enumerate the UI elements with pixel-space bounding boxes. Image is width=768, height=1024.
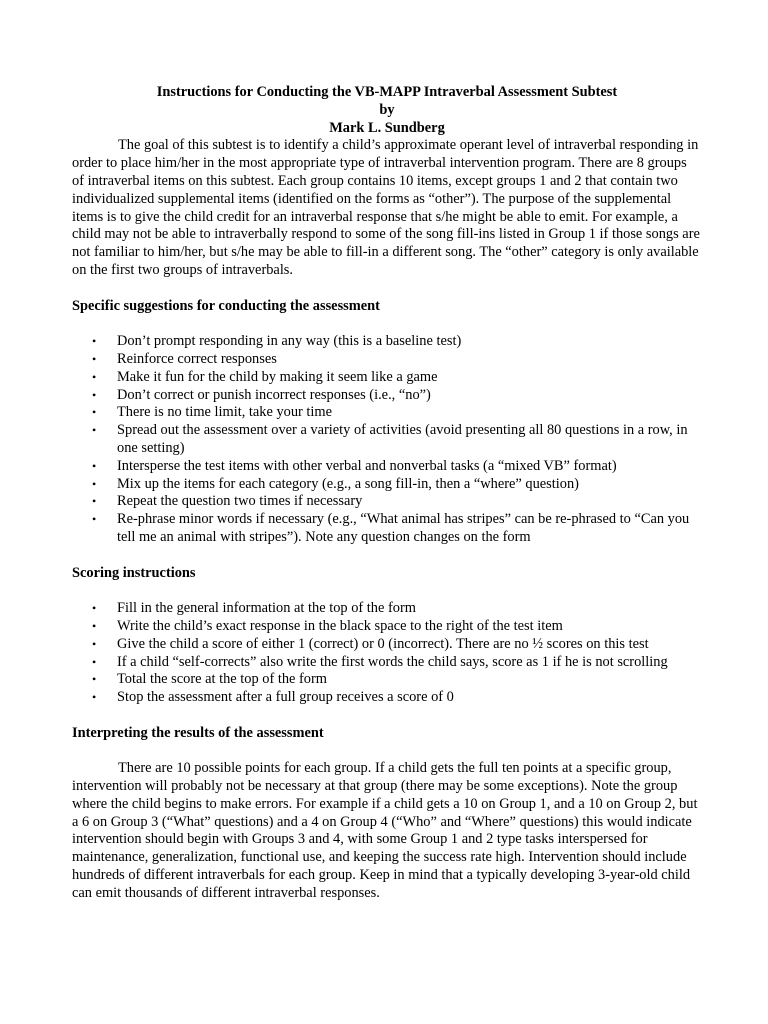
list-item-text: Spread out the assessment over a variety of activities (avoid presenting all 80 questions in a row, in one setting)	[117, 422, 688, 456]
list-item-text: If a child “self-corrects” also write the first words the child says, score as 1 if he is not scrolling	[117, 653, 668, 670]
author-name: Mark L. Sundberg	[329, 119, 445, 136]
bullet-icon: •	[92, 690, 97, 705]
list-item	[72, 493, 702, 511]
list-item-text: Repeat the question two times if necessary	[117, 493, 363, 510]
title-by: by	[379, 101, 395, 118]
bullet-icon: •	[92, 672, 97, 687]
bullet-icon: •	[92, 512, 97, 527]
list-item	[72, 404, 702, 422]
list-item-text: Fill in the general information at the top of the form	[117, 600, 416, 617]
list-item-text: Reinforce correct responses	[117, 350, 277, 367]
bullet-icon: •	[92, 476, 97, 491]
list-item	[72, 618, 702, 636]
bullet-icon: •	[92, 351, 97, 366]
list-item-text: Mix up the items for each category (e.g., a song fill-in, then a “where” question)	[117, 475, 579, 492]
suggestions-heading: Specific suggestions for conducting the assessment	[72, 297, 380, 314]
bullet-icon: •	[92, 334, 97, 349]
list-item-text: Don’t prompt responding in any way (this is a baseline test)	[117, 333, 462, 350]
list-item	[72, 600, 702, 618]
bullet-icon: •	[92, 636, 97, 651]
bullet-icon: •	[92, 387, 97, 402]
interpreting-heading: Interpreting the results of the assessment	[72, 724, 324, 741]
list-item	[72, 369, 702, 387]
interpreting-paragraph: There are 10 possible points for each group. If a child gets the full ten points at a specific group, intervention will probably not be necessary at that group (there may be some exceptions). Note the group where the child begins to make errors. For example if a child gets a 10 on Group 1, and a 10 on Group 2, but a 6 on Group 3 (“What” questions) and a 4 on Group 4 (“Who” and “Where” questions) this would indicate intervention should begin with Groups 3 and 4, with some Group 1 and 2 type tasks interspersed for maintenance, generalization, functional use, and keeping the success rate high. Intervention should include hundreds of different intraverbals for each group. Keep in mind that a typically developing 3-year-old child can emit thousands of different intraverbal responses.	[72, 760, 698, 901]
list-item-text: Make it fun for the child by making it seem like a game	[117, 368, 438, 385]
bullet-icon: •	[92, 369, 97, 384]
list-item-text: Write the child’s exact response in the black space to the right of the test item	[117, 617, 563, 634]
list-item	[72, 671, 702, 689]
list-item	[72, 387, 702, 405]
list-item	[72, 458, 702, 476]
bullet-icon: •	[92, 423, 97, 438]
bullet-icon: •	[92, 654, 97, 669]
bullet-icon: •	[92, 601, 97, 616]
list-item-text: Stop the assessment after a full group receives a score of 0	[117, 689, 454, 706]
intro-paragraph: The goal of this subtest is to identify a child’s approximate operant level of intraverbal responding in order to place him/her in the most appropriate type of intraverbal intervention program. There are 8 groups of intraverbal items on this subtest. Each group contains 10 items, except groups 1 and 2 that contain two individualized supplemental items (identified on the forms as “other”). The purpose of the supplemental items is to give the child credit for an intraverbal response that s/he might be able to emit. For example, a child may not be able to intraverbally respond to some of the song fill-ins listed in Group 1 if those songs are not familiar to him/her, but s/he may be able to fill-in a different song. The “other” category is only available on the first two groups of intraverbals.	[72, 137, 700, 278]
list-item	[72, 636, 702, 654]
bullet-icon: •	[92, 405, 97, 420]
list-item-text: Total the score at the top of the form	[117, 671, 327, 688]
list-item	[72, 333, 702, 351]
list-item-text: Intersperse the test items with other verbal and nonverbal tasks (a “mixed VB” format)	[117, 457, 617, 474]
suggestions-list	[72, 333, 702, 547]
bullet-icon: •	[92, 494, 97, 509]
bullet-icon: •	[92, 618, 97, 633]
scoring-heading: Scoring instructions	[72, 564, 196, 581]
list-item-text: Re-phrase minor words if necessary (e.g., “What animal has stripes” can be re-phrased to “Can you tell me an animal with stripes”). Note any question changes on the form	[117, 511, 690, 545]
list-item	[72, 476, 702, 494]
list-item	[72, 511, 702, 547]
list-item-text: Give the child a score of either 1 (correct) or 0 (incorrect). There are no ½ scores on this test	[117, 635, 649, 652]
list-item-text: Don’t correct or punish incorrect responses (i.e., “no”)	[117, 386, 431, 403]
scoring-list	[72, 600, 702, 707]
document-title	[72, 84, 702, 137]
list-item-text: There is no time limit, take your time	[117, 404, 333, 421]
document-page	[72, 84, 702, 903]
title-line: Instructions for Conducting the VB-MAPP Intraverbal Assessment Subtest	[156, 84, 618, 100]
list-item	[72, 422, 702, 458]
list-item	[72, 654, 702, 672]
list-item	[72, 351, 702, 369]
bullet-icon: •	[92, 458, 97, 473]
list-item	[72, 689, 702, 707]
